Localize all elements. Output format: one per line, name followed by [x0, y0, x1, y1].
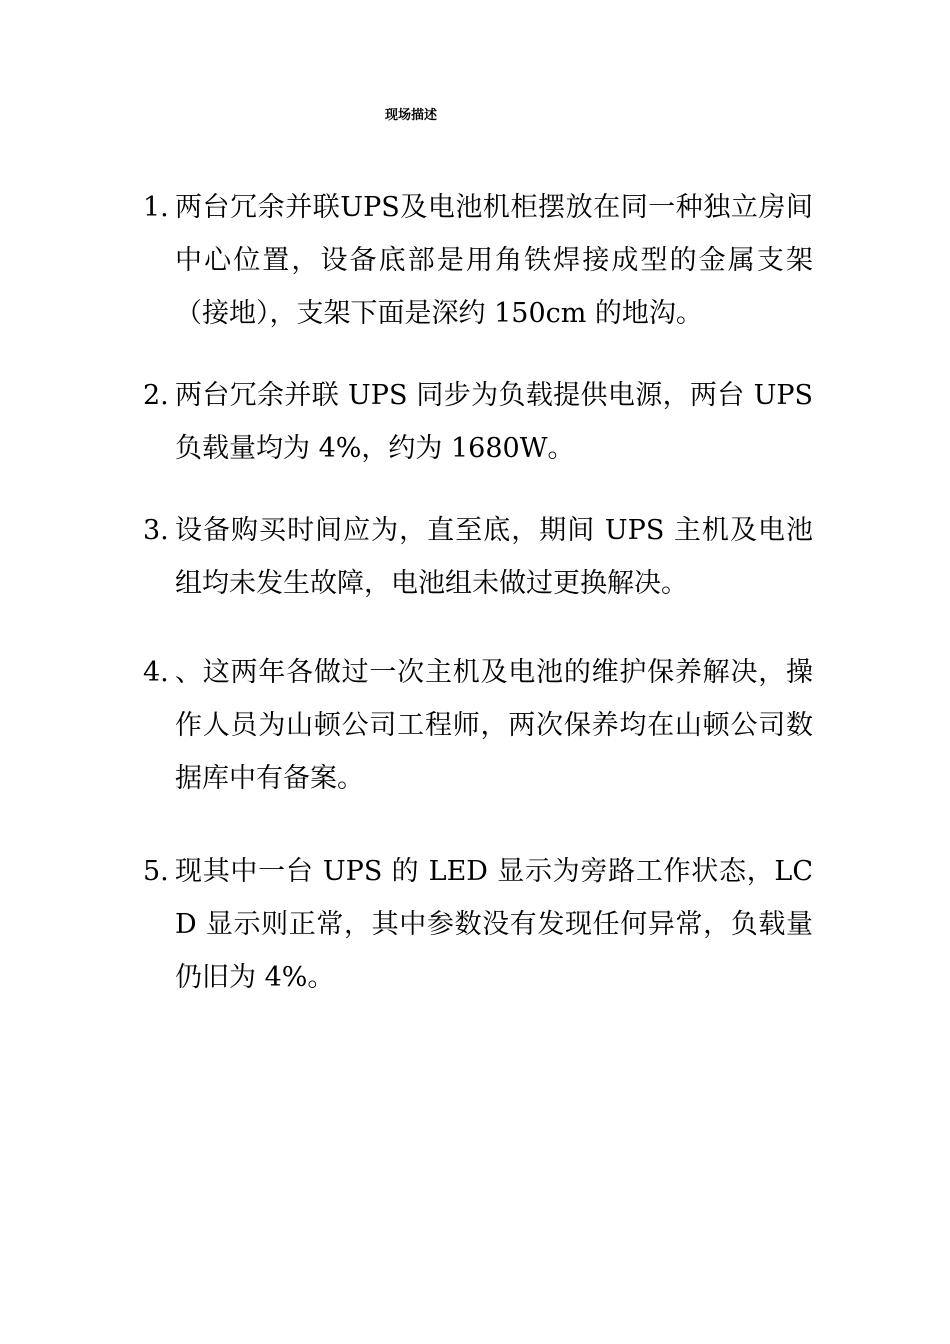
page-title: 现场描述 — [385, 108, 438, 123]
list-item-number: 3. — [143, 515, 169, 546]
list-item-text: 、这两年各做过一次主机及电池的维护保养解决，操作人员为山顿公司工程师，两次保养均在山顿公司数据库中有备案。 — [175, 657, 813, 794]
list-item — [143, 845, 813, 1004]
list-item-text: 两台冗余并联UPS及电池机柜摆放在同一种独立房间中心位置，设备底部是用角铁焊接成型的金属支架（接地），支架下面是深约 150cm 的地沟。 — [175, 192, 813, 329]
list-item — [143, 504, 813, 610]
list-item-text: 现其中一台 UPS 的 LED 显示为旁路工作状态，LCD 显示则正常，其中参数没有发现任何异常，负载量仍旧为 4%。 — [175, 856, 813, 993]
list-item — [143, 181, 813, 340]
list-item-text: 设备购买时间应为，直至底，期间 UPS 主机及电池组均未发生故障，电池组未做过更换解决。 — [175, 515, 813, 599]
list-item-number: 5. — [143, 856, 169, 887]
list-item-number: 4. — [143, 657, 169, 688]
list-item-number: 2. — [143, 380, 169, 411]
list-item — [143, 369, 813, 475]
list-item — [143, 646, 813, 805]
list-item-number: 1. — [143, 192, 169, 223]
list-item-text: 两台冗余并联 UPS 同步为负载提供电源，两台 UPS 负载量均为 4%，约为 1680W。 — [175, 380, 813, 464]
